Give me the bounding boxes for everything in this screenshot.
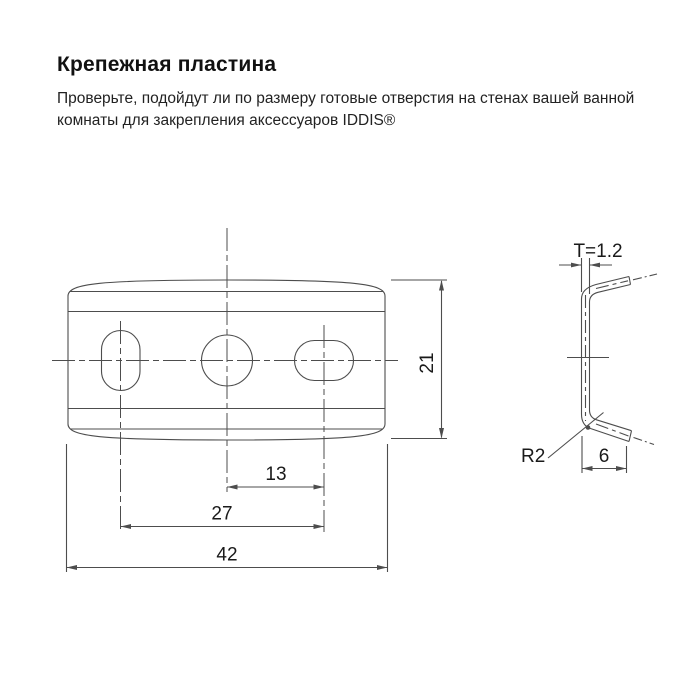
dimension-inner-spacing-value: 13	[265, 464, 287, 485]
front-view	[52, 228, 447, 572]
dimension-height	[391, 280, 447, 439]
arrow-right-icon	[314, 485, 325, 490]
flange-end-cap-top	[629, 277, 631, 285]
side-view	[521, 241, 657, 473]
dimension-height-value: 21	[417, 352, 438, 374]
dimension-thickness-value: T=1.2	[573, 241, 623, 262]
arrow-up-icon	[439, 280, 444, 291]
arrow-right-icon	[571, 263, 582, 268]
arrow-right-icon	[616, 466, 627, 471]
dimension-outer-spacing-value: 27	[211, 503, 233, 525]
profile-mid-centerlines	[586, 281, 629, 436]
arrow-left-icon	[227, 485, 238, 490]
arrow-right-icon	[314, 524, 325, 529]
dimension-outer-spacing	[121, 504, 325, 530]
axis-extension-top	[633, 274, 657, 280]
radius-callout	[521, 413, 604, 468]
flange-bottom-mid-dash	[596, 424, 629, 436]
dimension-flange-width-value: 6	[598, 446, 610, 467]
dimension-flange-width	[582, 436, 627, 473]
arrow-right-icon	[377, 565, 388, 570]
arrow-left-icon	[67, 565, 78, 570]
dimension-width-value: 42	[216, 544, 238, 566]
page-title: Крепежная пластина	[57, 53, 277, 76]
radius-value: R2	[521, 446, 546, 467]
flange-end-cap-bottom	[629, 431, 632, 442]
page-description: Проверьте, подойдут ли по размеру готовые отверстия на стенах вашей ванной комнаты для закрепления аксессуаров IDDIS®	[57, 90, 635, 129]
axis-extension-bottom	[634, 438, 655, 445]
leader-line	[548, 413, 604, 459]
arrow-left-icon	[121, 524, 132, 529]
flange-axis-extensions	[633, 274, 657, 445]
dimension-inner-spacing	[227, 464, 324, 490]
arrow-down-icon	[439, 428, 444, 439]
arrow-left-icon	[582, 466, 593, 471]
profile-outer-line	[582, 277, 630, 442]
flange-top-mid-dash	[596, 281, 628, 289]
leader-dot	[586, 425, 591, 430]
arrow-left-icon	[590, 263, 601, 268]
